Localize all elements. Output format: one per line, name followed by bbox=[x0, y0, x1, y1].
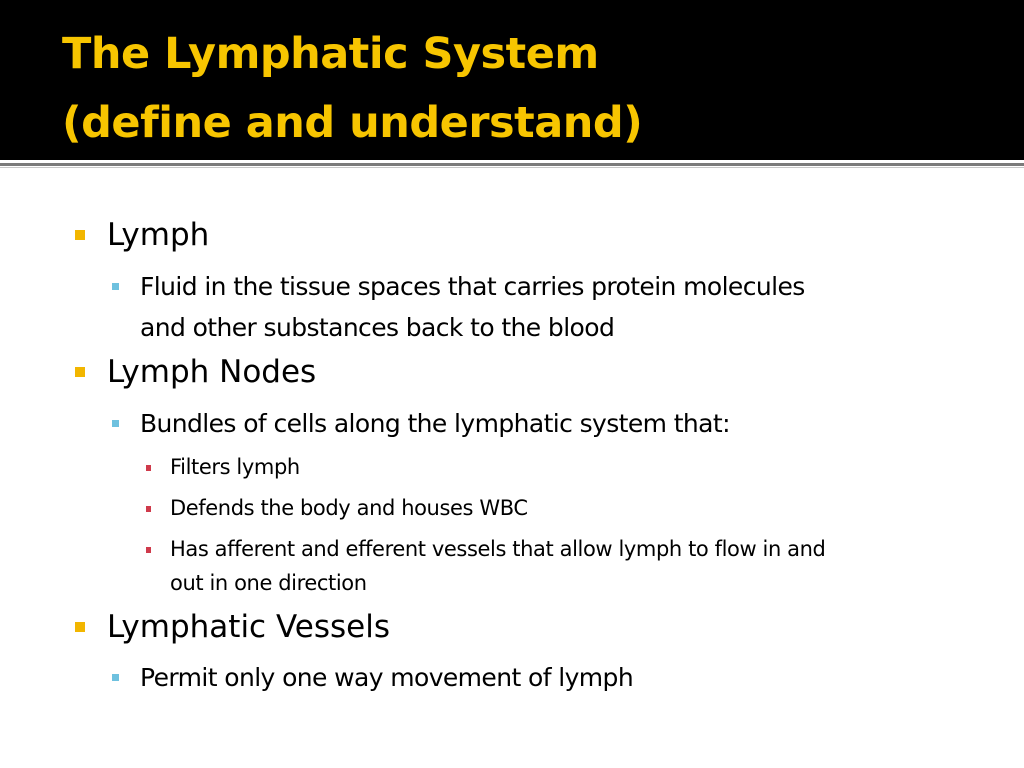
level2-bullet-icon bbox=[112, 283, 119, 290]
lymphatic-vessels-definition: Permit only one way movement of lymph bbox=[140, 663, 634, 692]
slide-title-line-2: (define and understand) bbox=[62, 98, 643, 148]
level1-bullet-icon bbox=[75, 622, 85, 632]
lymph-nodes-function-1: Filters lymph bbox=[170, 455, 300, 479]
lymph-nodes-function-3-line-2: out in one direction bbox=[170, 571, 367, 595]
level3-bullet-icon bbox=[146, 465, 151, 471]
lymph-definition-line-1: Fluid in the tissue spaces that carries protein molecules bbox=[140, 272, 805, 301]
lymph-nodes-definition: Bundles of cells along the lymphatic system that: bbox=[140, 409, 730, 438]
level1-bullet-icon bbox=[75, 367, 85, 377]
lymph-nodes-function-2: Defends the body and houses WBC bbox=[170, 496, 528, 520]
title-divider-shadow bbox=[0, 167, 1024, 168]
level1-bullet-icon bbox=[75, 230, 85, 240]
title-bar bbox=[0, 0, 1024, 160]
bullet-lymph: Lymph bbox=[107, 217, 210, 253]
lymph-nodes-function-3-line-1: Has afferent and efferent vessels that allow lymph to flow in and bbox=[170, 537, 826, 561]
level2-bullet-icon bbox=[112, 674, 119, 681]
level3-bullet-icon bbox=[146, 506, 151, 512]
title-divider bbox=[0, 163, 1024, 166]
lymph-definition-line-2: and other substances back to the blood bbox=[140, 313, 615, 342]
level2-bullet-icon bbox=[112, 420, 119, 427]
bullet-lymph-nodes: Lymph Nodes bbox=[107, 354, 317, 390]
slide-title-line-1: The Lymphatic System bbox=[62, 29, 599, 79]
bullet-lymphatic-vessels: Lymphatic Vessels bbox=[107, 609, 390, 645]
level3-bullet-icon bbox=[146, 547, 151, 553]
